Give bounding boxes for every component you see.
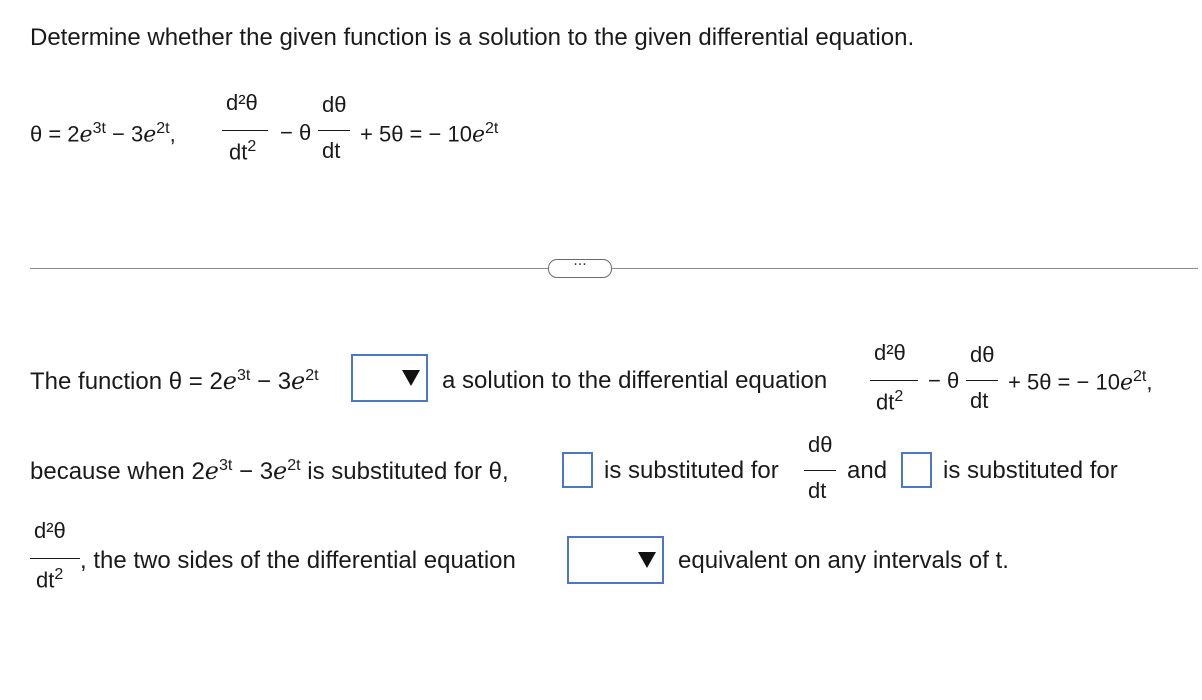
function-lhs: $\theta = 2e^{3t} - 3e^{2t}$, [30, 120, 176, 148]
instruction-text: Determine whether the given function is a solution to the given differential equation. [30, 24, 915, 51]
fraction-bar [222, 130, 268, 131]
dt-denominator: dt [322, 138, 341, 163]
answer-line2-subst2: is substituted for [604, 457, 779, 484]
dropdown-arrow-icon [638, 552, 656, 568]
fraction-bar [804, 470, 836, 471]
dt-denominator: dt [808, 478, 827, 503]
dtheta-blank-input[interactable] [901, 452, 932, 488]
answer-line2-because: because when $2e^{3t} - 3e^{2t}$ is substituted for θ, [30, 457, 509, 485]
theta-blank-input[interactable] [562, 452, 593, 488]
dt2-denominator: $dt^2$ [876, 388, 904, 415]
more-options-button[interactable]: ··· [548, 259, 612, 278]
dt2-denominator: $dt^2$ [36, 566, 64, 593]
d2theta-numerator: d²θ [34, 518, 66, 543]
answer-line2-and: and [847, 457, 888, 484]
fraction-bar [318, 130, 350, 131]
minus-theta: − θ [928, 368, 960, 393]
answer-line3-mid: , the two sides of the differential equation [80, 547, 516, 574]
fraction-bar [966, 380, 998, 381]
dt2-denominator: $dt^2$ [229, 138, 257, 165]
dtheta-numerator: dθ [970, 342, 995, 367]
solution-is-dropdown[interactable] [351, 354, 428, 402]
answer-line2-subst3: is substituted for [943, 457, 1118, 484]
dt-denominator: dt [970, 388, 989, 413]
fraction-bar [30, 558, 80, 559]
minus-theta: − θ [280, 120, 312, 145]
dtheta-numerator: dθ [808, 432, 833, 457]
rhs: + 5θ = − $10e^{2t}$, [1008, 368, 1153, 396]
dtheta-numerator: dθ [322, 92, 347, 117]
section-divider [30, 268, 1198, 269]
answer-line1-mid: a solution to the differential equation [442, 367, 828, 394]
answer-line3-end: equivalent on any intervals of t. [678, 547, 1009, 574]
d2theta-numerator: d²θ [226, 90, 258, 115]
d2theta-numerator: d²θ [874, 340, 906, 365]
answer-line1-prefix: The function $\theta = 2e^{3t} - 3e^{2t}$ [30, 367, 319, 395]
fraction-bar [870, 380, 918, 381]
equivalence-dropdown[interactable] [567, 536, 664, 584]
rhs: + 5θ = − $10e^{2t}$ [360, 120, 499, 148]
dropdown-arrow-icon [402, 370, 420, 386]
